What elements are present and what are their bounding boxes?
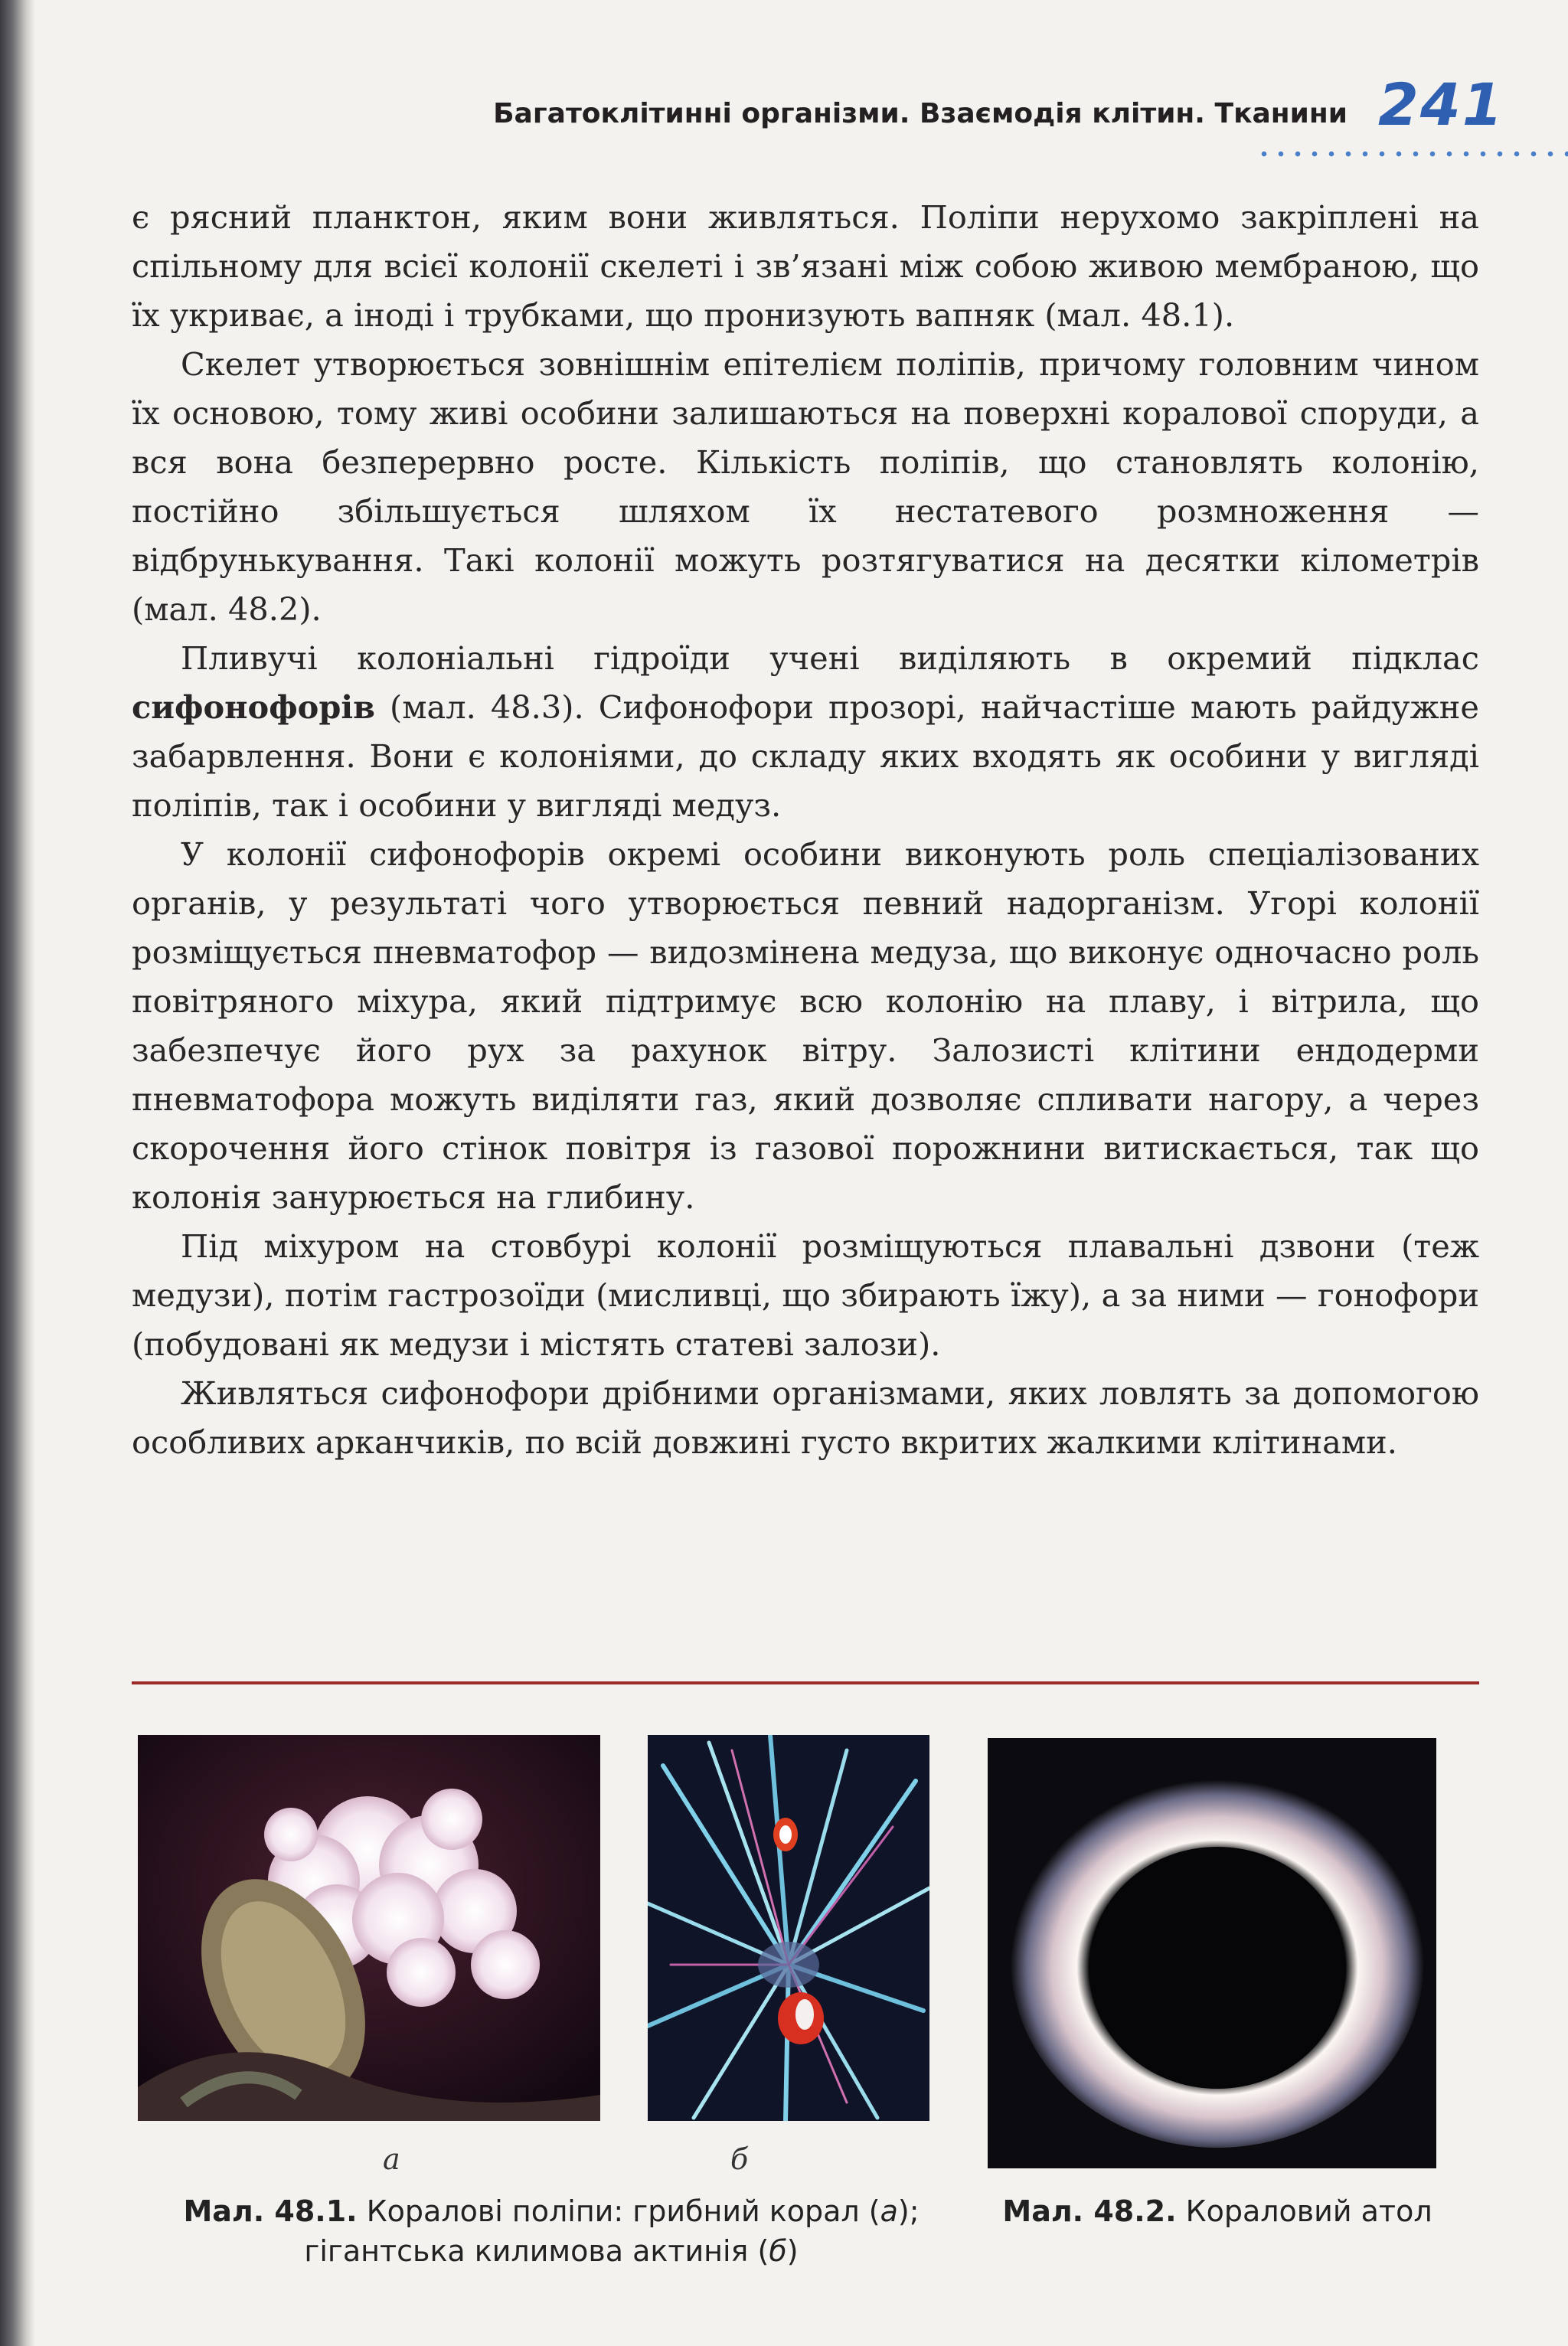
paragraph-3-start: Пливучі колоніальні гідроїди учені виділяють в окремий підклас — [181, 639, 1479, 677]
paragraph-6: Живляться сифонофори дрібними організмами, яких ловлять за допомогою особливих арканчиків, по всій довжині густо вкритих жалкими клітинами. — [132, 1374, 1479, 1461]
caption-48-2-number: Мал. 48.2. — [1002, 2194, 1177, 2228]
caption-figure-48-1 — [138, 2191, 965, 2271]
figure-label-b: б — [730, 2142, 749, 2176]
caption-48-1-b: б — [769, 2234, 787, 2268]
caption-48-1-line-1 — [138, 2191, 965, 2231]
photo-coral-atoll — [988, 1738, 1436, 2168]
body-text — [132, 193, 1479, 1467]
caption-48-1-line-2 — [138, 2231, 965, 2271]
paragraph-3 — [132, 634, 1479, 830]
chapter-header: Багатоклітинні організми. Взаємодія клітин. Тканини — [493, 98, 1348, 129]
page-number: 241 — [1378, 70, 1504, 139]
caption-48-1-a: а — [880, 2194, 898, 2228]
book-spine-shadow — [0, 0, 35, 2346]
paragraph-2: Скелет утворюється зовнішнім епітелієм поліпів, причому головним чином їх основою, тому живі особини залишаються на поверхні коралової споруди, а вся вона безперервно росте. Кількість поліпів, що становлять колонію, постійно збільшується шляхом їх нестатевого розмноження — відбрунькування. Такі колонії можуть розтягуватися на десятки кілометрів (мал. 48.2). — [132, 345, 1479, 628]
paragraph-1: є рясний планктон, яким вони живляться. Поліпи нерухомо закріплені на спільному для всієї колонії скелеті і зв’язані між собою живою мембраною, що їх укриває, а іноді і трубками, що пронизують вапняк (мал. 48.1). — [132, 198, 1479, 334]
paragraph-3-end: (мал. 48.3). Сифонофори прозорі, найчастіше мають райдужне забарвлення. Вони є колоніями, до складу яких входять як особини у вигляді поліпів, так і особини у вигляді медуз. — [132, 688, 1479, 824]
term-siphonophores: сифонофорів — [132, 688, 375, 726]
caption-48-1-text: Коралові поліпи: грибний корал ( — [357, 2194, 880, 2228]
figure-label-a: а — [383, 2142, 400, 2176]
photo-carpet-anemone — [648, 1735, 929, 2121]
caption-48-1-line2-end: ) — [786, 2234, 799, 2268]
caption-48-2-text: Кораловий атол — [1176, 2194, 1432, 2228]
paragraph-4: У колонії сифонофорів окремі особини виконують роль спеціалізованих органів, у результаті чого утворюється певний надорганізм. Угорі колонії розміщується пневматофор — видозмінена медуза, що виконує одночасно роль повітряного міхура, який підтримує всю колонію на плаву, і вітрила, що забезпечує його рух за рахунок вітру. Залозисті клітини ендодерми пневматофора можуть виділяти газ, який дозволяє спливати нагору, а через скорочення його стінок повітря із газової порожнини витискається, так що колонія занурюється на глибину. — [132, 835, 1479, 1216]
header-dotted-line — [1256, 150, 1568, 158]
caption-figure-48-2 — [972, 2191, 1462, 2231]
caption-48-1-text-2: ); — [897, 2194, 920, 2228]
section-divider — [132, 1681, 1479, 1684]
paragraph-5: Під міхуром на стовбурі колонії розміщуються плавальні дзвони (теж медузи), потім гастрозоїди (мисливці, що збирають їжу), а за ними — гонофори (побудовані як медузи і містять статеві залози). — [132, 1227, 1479, 1363]
photo-mushroom-coral — [138, 1735, 600, 2121]
caption-48-1-line2-text: гігантська килимова актинія ( — [304, 2234, 769, 2268]
caption-48-1-number: Мал. 48.1. — [183, 2194, 358, 2228]
